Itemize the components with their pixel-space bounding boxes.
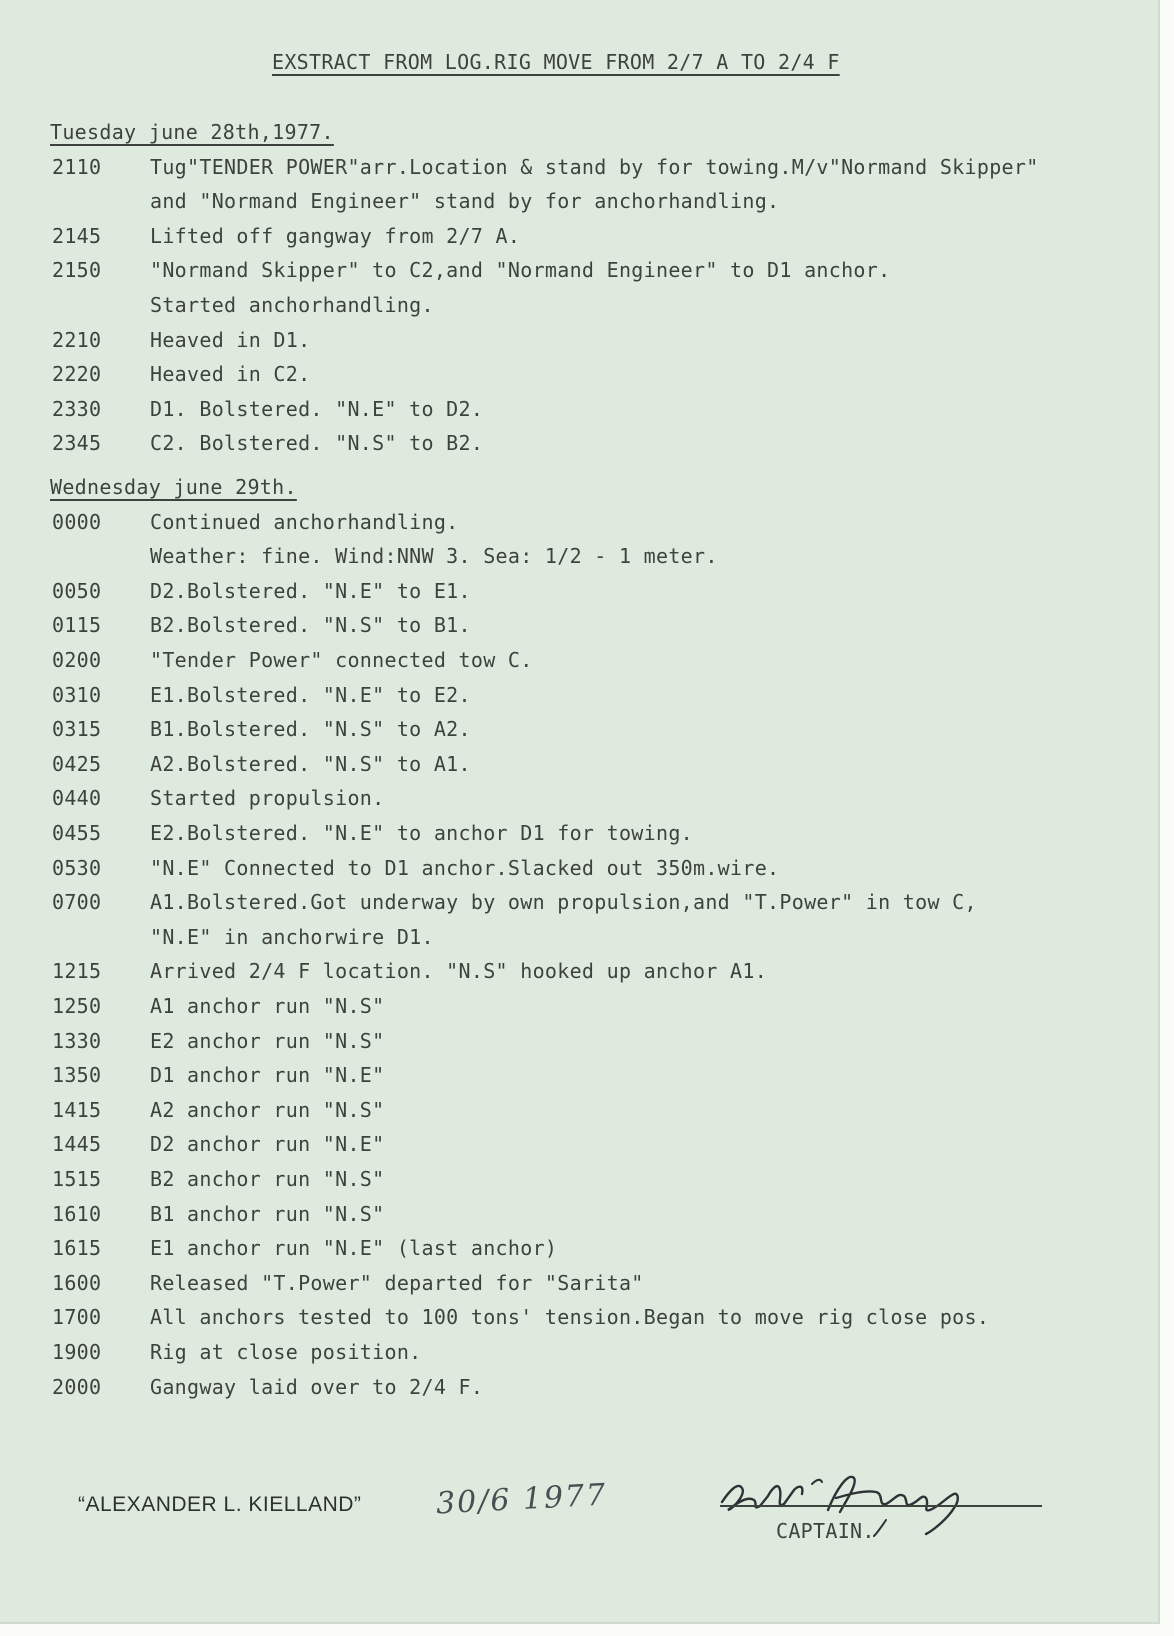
entry-time: 2110 [52, 154, 102, 179]
entry-time: 0115 [52, 613, 102, 638]
entry-time: 2345 [52, 431, 102, 456]
entry-time: 1600 [52, 1270, 102, 1295]
entry-text: Tug"TENDER POWER"arr.Location & stand by for towing.M/v"Normand Skipper" [150, 154, 1039, 179]
entry-time: 0050 [52, 578, 102, 603]
entry-text: C2. Bolstered. "N.S" to B2. [150, 431, 484, 456]
day-heading: Wednesday june 29th. [50, 475, 297, 499]
day-heading: Tuesday june 28th,1977. [50, 120, 334, 144]
entry-text: and "Normand Engineer" stand by for anchorhandling. [150, 189, 780, 214]
entry-text: D1 anchor run "N.E" [150, 1063, 385, 1088]
entry-text: B2 anchor run "N.S" [150, 1167, 385, 1191]
entry-time: 2220 [52, 362, 102, 387]
entry-text: B2.Bolstered. "N.S" to B1. [150, 613, 471, 638]
handwritten-date: 30/6 1977 [435, 1477, 609, 1522]
entry-text: A2 anchor run "N.S" [150, 1097, 385, 1122]
entry-text: A1 anchor run "N.S" [150, 994, 385, 1018]
entry-text: E2 anchor run "N.S" [150, 1028, 385, 1053]
entry-time: 2330 [52, 396, 102, 421]
entry-time: 2150 [52, 258, 102, 283]
entry-time: 1250 [52, 994, 102, 1018]
entry-text: Heaved in C2. [150, 362, 311, 387]
entry-text: Started propulsion. [150, 786, 385, 811]
entry-text: D2 anchor run "N.E" [150, 1132, 385, 1157]
entry-time: 0200 [52, 648, 102, 672]
entry-text: "Tender Power" connected tow C. [150, 648, 533, 672]
entry-time: 1515 [52, 1167, 102, 1191]
entry-text: "N.E" Connected to D1 anchor.Slacked out 350m.wire. [150, 855, 780, 880]
signer-title: CAPTAIN. [776, 1519, 875, 1543]
entry-text: Heaved in D1. [150, 327, 311, 352]
entry-text: Gangway laid over to 2/4 F. [150, 1374, 484, 1399]
entry-text: A2.Bolstered. "N.S" to A1. [150, 751, 471, 776]
document-title: EXSTRACT FROM LOG.RIG MOVE FROM 2/7 A TO 2/4 F [272, 50, 840, 74]
entry-text: B1.Bolstered. "N.S" to A2. [150, 717, 471, 742]
entry-time: 0455 [52, 821, 102, 845]
entry-time: 0440 [52, 786, 102, 811]
signature-text: Gjeld Haugs [708, 1450, 715, 1451]
entry-text: E1 anchor run "N.E" (last anchor) [150, 1236, 558, 1261]
entry-time: 1350 [52, 1063, 102, 1088]
entry-text: E1.Bolstered. "N.E" to E2. [150, 682, 471, 707]
entry-text: D2.Bolstered. "N.E" to E1. [150, 578, 471, 603]
entry-time: 0425 [52, 751, 102, 776]
entry-time: 2000 [52, 1374, 102, 1399]
entry-text: Released "T.Power" departed for "Sarita" [150, 1270, 644, 1295]
entry-time: 0310 [52, 682, 102, 707]
entry-text: "Normand Skipper" to C2,and "Normand Engineer" to D1 anchor. [150, 258, 891, 283]
entry-text: Weather: fine. Wind:NNW 3. Sea: 1/2 - 1 meter. [150, 544, 718, 569]
entry-text: All anchors tested to 100 tons' tension.Began to move rig close pos. [150, 1305, 990, 1330]
entry-time: 1415 [52, 1097, 102, 1122]
entry-time: 1445 [52, 1132, 102, 1157]
rig-name: “ALEXANDER L. KIELLAND” [78, 1493, 362, 1516]
entry-time: 0000 [52, 509, 102, 534]
entry-text: Rig at close position. [150, 1340, 422, 1364]
entry-text: E2.Bolstered. "N.E" to anchor D1 for towing. [150, 821, 694, 845]
entry-time: 0700 [52, 890, 102, 915]
entry-text: D1. Bolstered. "N.E" to D2. [150, 396, 484, 421]
entry-text: Continued anchorhandling. [150, 509, 459, 534]
entry-time: 1330 [52, 1028, 102, 1053]
entry-text: Arrived 2/4 F location. "N.S" hooked up anchor A1. [150, 959, 768, 984]
entry-text: A1.Bolstered.Got underway by own propulsion,and "T.Power" in tow C, [150, 890, 977, 915]
entry-time: 0315 [52, 717, 102, 742]
entry-time: 1700 [52, 1305, 102, 1330]
signature-line [720, 1505, 1042, 1507]
entry-time: 2210 [52, 327, 102, 352]
entry-text: Started anchorhandling. [150, 292, 434, 317]
entry-text: B1 anchor run "N.S" [150, 1201, 385, 1226]
entry-text: "N.E" in anchorwire D1. [150, 924, 434, 949]
entry-time: 2145 [52, 223, 102, 248]
entry-time: 0530 [52, 855, 102, 880]
entry-time: 1615 [52, 1236, 102, 1261]
entry-text: Lifted off gangway from 2/7 A. [150, 223, 521, 248]
entry-time: 1900 [52, 1340, 102, 1364]
entry-time: 1215 [52, 959, 102, 984]
entry-time: 1610 [52, 1201, 102, 1226]
